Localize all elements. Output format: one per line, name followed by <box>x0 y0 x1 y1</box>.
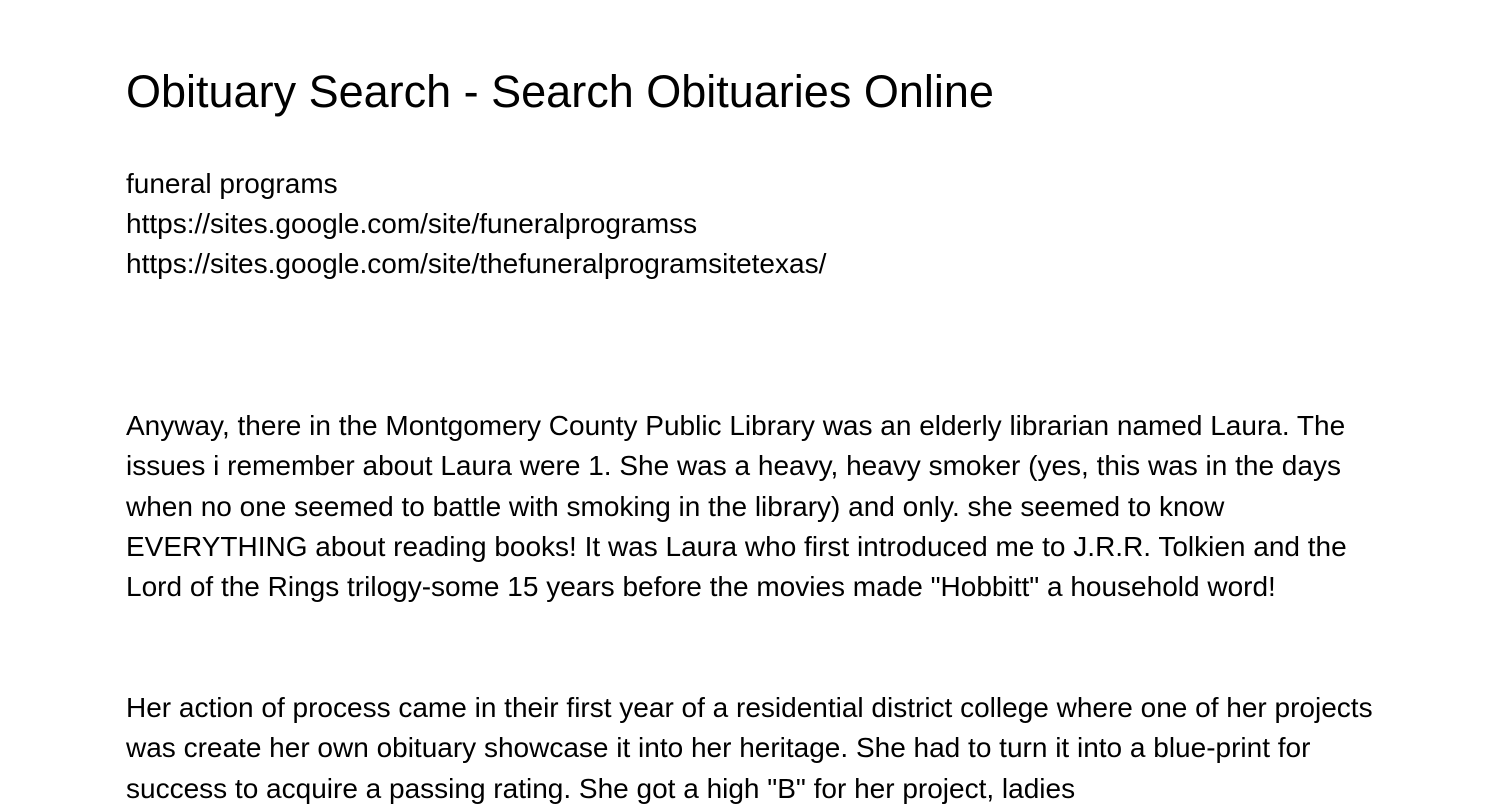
body-paragraph: Anyway, there in the Montgomery County Public Library was an elderly librarian named Laura. The issues i remember about Laura were 1. She was a heavy, heavy smoker (yes, this was in the days when no one seemed to battle with smoking in the library) and only. she seemed to know EVERYTHING about reading books! It was Laura who first introduced me to J.R.R. Tolkien and the Lord of the Rings trilogy-some 15 years before the movies made "Hobbitt" a household word! <box>126 410 1347 603</box>
keyword-link[interactable]: funeral programs <box>126 168 338 199</box>
url-link-thefuneralprogramsitetexas[interactable]: https://sites.google.com/site/thefuneralprogramsitetexas/ <box>126 248 827 279</box>
page-title: Obituary Search - Search Obituaries Online <box>126 66 994 117</box>
link-list <box>126 164 826 284</box>
body-paragraph: Her action of process came in their first year of a residential district college where one of her projects was create her own obituary showcase it into her heritage. She had to turn it into a blue-print for success to acquire a passing rating. She got a high "B" for her project, ladies <box>126 692 1373 804</box>
url-link-funeralprogramss[interactable]: https://sites.google.com/site/funeralprogramss <box>126 208 698 239</box>
